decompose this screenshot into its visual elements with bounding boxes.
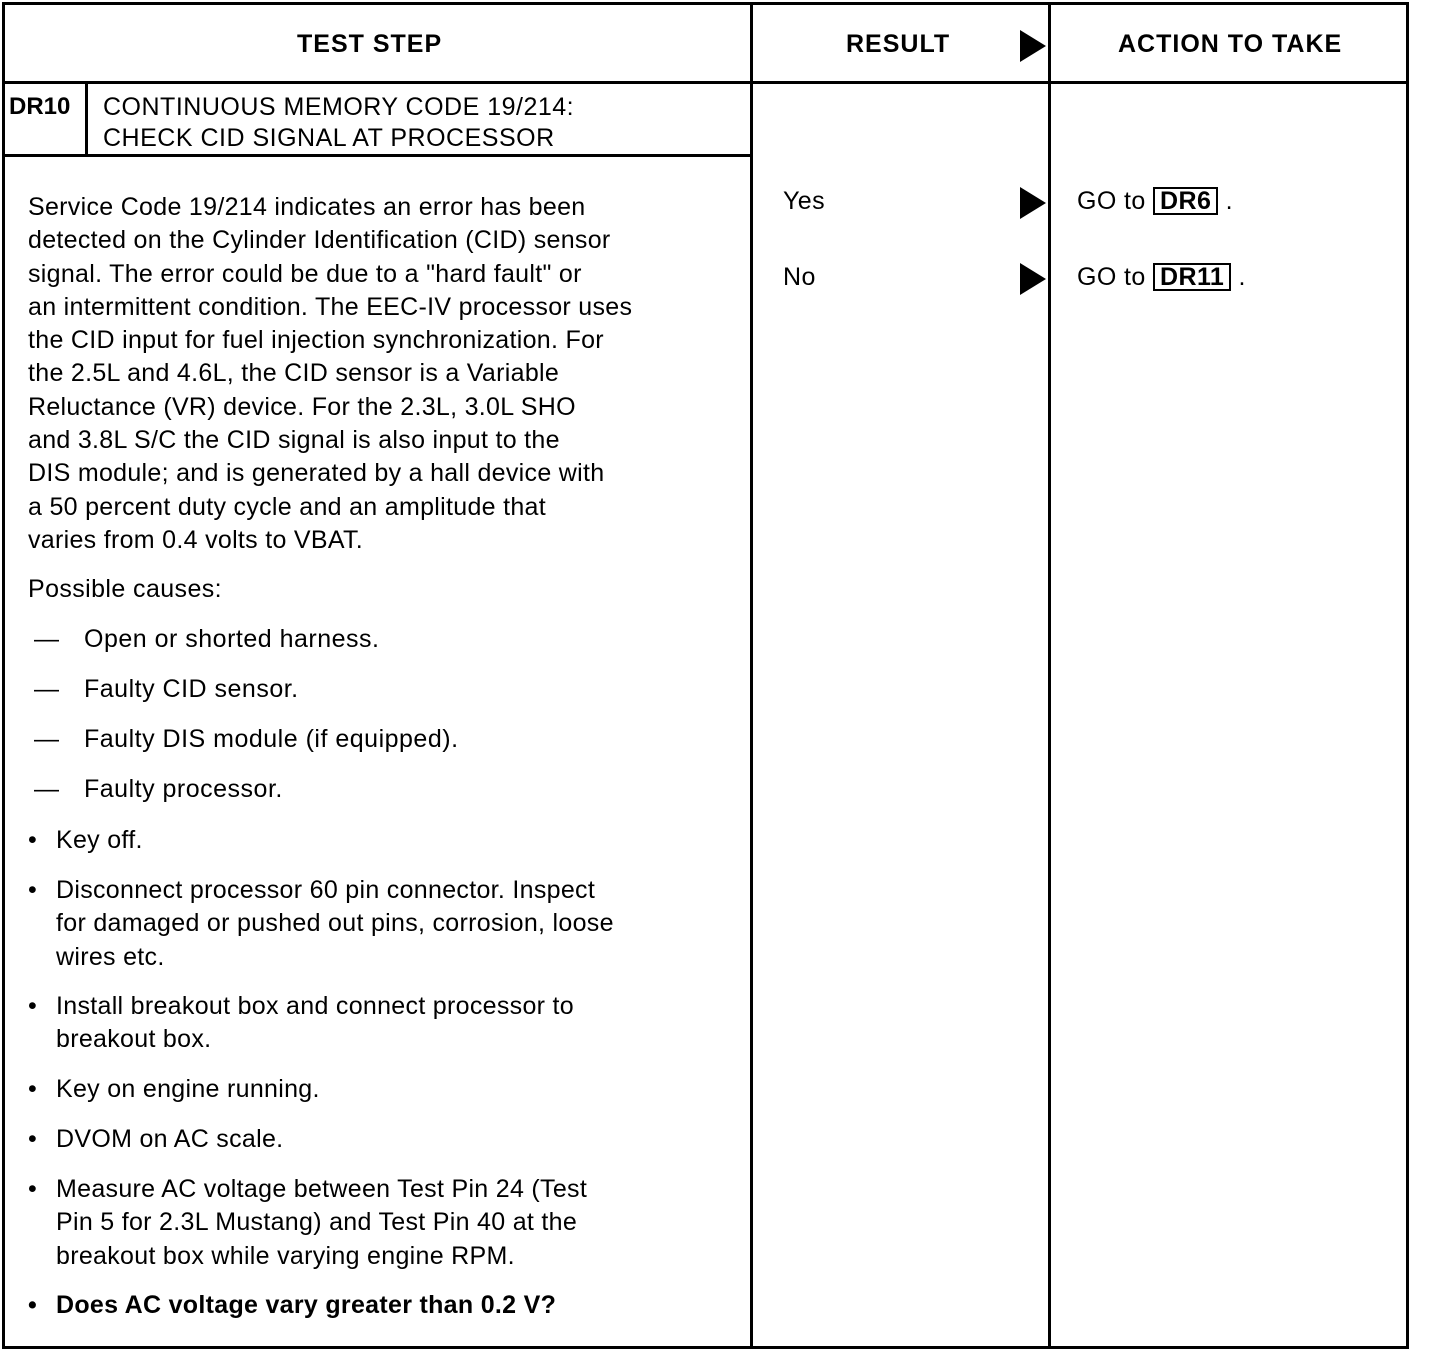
action-no[interactable]	[1077, 263, 1246, 292]
instruction-item	[28, 1123, 283, 1156]
column-divider-action	[1048, 2, 1051, 1349]
step-ref-dr6[interactable]: DR6	[1153, 187, 1218, 215]
instruction-item	[28, 824, 143, 857]
step-intro	[28, 191, 632, 557]
instruction-line: for damaged or pushed out pins, corrosion, loose	[56, 909, 614, 938]
step-title-line-2: CHECK CID SIGNAL AT PROCESSOR	[103, 124, 555, 152]
intro-line: varies from 0.4 volts to VBAT.	[28, 525, 364, 554]
header-action: ACTION TO TAKE	[1118, 30, 1343, 58]
step-ref-dr11[interactable]: DR11	[1153, 263, 1231, 291]
step-id: DR10	[9, 93, 71, 120]
dash-mark: —	[34, 675, 60, 703]
action-yes[interactable]	[1077, 187, 1233, 216]
intro-line: the 2.5L and 4.6L, the CID sensor is a Variable	[28, 359, 560, 388]
causes-heading: Possible causes:	[28, 575, 222, 603]
header-test-step: TEST STEP	[297, 30, 443, 58]
intro-line: the CID input for fuel injection synchronization. For	[28, 326, 604, 355]
header-result: RESULT	[846, 30, 951, 58]
cause-item	[34, 725, 459, 754]
cause-item	[34, 775, 283, 804]
cause-item	[34, 625, 380, 654]
bullet-mark: •	[28, 876, 38, 904]
instruction-line: Key on engine running.	[56, 1075, 320, 1103]
action-prefix: GO to	[1077, 263, 1146, 291]
intro-line: and 3.8L S/C the CID signal is also input to the	[28, 426, 560, 455]
instruction-item	[28, 874, 614, 974]
cause-text: Faulty CID sensor.	[84, 675, 299, 703]
action-prefix: GO to	[1077, 187, 1146, 215]
header-divider	[2, 81, 1409, 84]
dash-mark: —	[34, 625, 60, 653]
step-title	[103, 92, 574, 154]
bullet-mark: •	[28, 992, 38, 1020]
instruction-line: wires etc.	[56, 942, 165, 971]
result-arrow-icon	[1020, 30, 1046, 62]
result-no: No	[783, 263, 816, 291]
instruction-line: Install breakout box and connect processor to	[56, 992, 574, 1020]
result-arrow-icon	[1020, 263, 1046, 295]
bullet-mark: •	[28, 1291, 38, 1319]
cause-text: Faulty DIS module (if equipped).	[84, 725, 459, 753]
instruction-item	[28, 1073, 320, 1106]
instruction-line: breakout box while varying engine RPM.	[56, 1241, 515, 1270]
cause-text: Open or shorted harness.	[84, 625, 380, 653]
dash-mark: —	[34, 775, 60, 803]
step-title-line-1: CONTINUOUS MEMORY CODE 19/214:	[103, 93, 575, 121]
instruction-line: DVOM on AC scale.	[56, 1125, 284, 1153]
action-suffix: .	[1225, 187, 1233, 215]
instruction-item	[28, 1173, 587, 1273]
intro-line: signal. The error could be due to a "hard fault" or	[28, 259, 582, 288]
bullet-mark: •	[28, 1175, 38, 1203]
step-id-divider	[85, 82, 88, 155]
question-item	[28, 1289, 556, 1322]
result-yes: Yes	[783, 187, 825, 215]
cause-text: Faulty processor.	[84, 775, 283, 803]
instruction-line: Pin 5 for 2.3L Mustang) and Test Pin 40 at the	[56, 1208, 578, 1237]
instruction-line: Key off.	[56, 826, 143, 854]
instruction-line: breakout box.	[56, 1025, 212, 1054]
instruction-line: Measure AC voltage between Test Pin 24 (Test	[56, 1175, 588, 1203]
intro-line: Service Code 19/214 indicates an error has been	[28, 193, 586, 221]
dash-mark: —	[34, 725, 60, 753]
intro-line: an intermittent condition. The EEC-IV processor uses	[28, 292, 633, 321]
intro-line: a 50 percent duty cycle and an amplitude that	[28, 492, 546, 521]
column-divider-result	[750, 2, 753, 1349]
bullet-mark: •	[28, 826, 38, 854]
instruction-item	[28, 990, 574, 1057]
cause-item	[34, 675, 299, 704]
bullet-mark: •	[28, 1125, 38, 1153]
intro-line: detected on the Cylinder Identification (CID) sensor	[28, 226, 611, 255]
result-arrow-icon	[1020, 187, 1046, 219]
intro-line: DIS module; and is generated by a hall device with	[28, 459, 605, 488]
instruction-line: Disconnect processor 60 pin connector. Inspect	[56, 876, 596, 904]
bullet-mark: •	[28, 1075, 38, 1103]
step-title-divider	[2, 154, 753, 157]
action-suffix: .	[1238, 263, 1246, 291]
intro-line: Reluctance (VR) device. For the 2.3L, 3.0L SHO	[28, 392, 576, 421]
question-text: Does AC voltage vary greater than 0.2 V?	[56, 1291, 557, 1319]
